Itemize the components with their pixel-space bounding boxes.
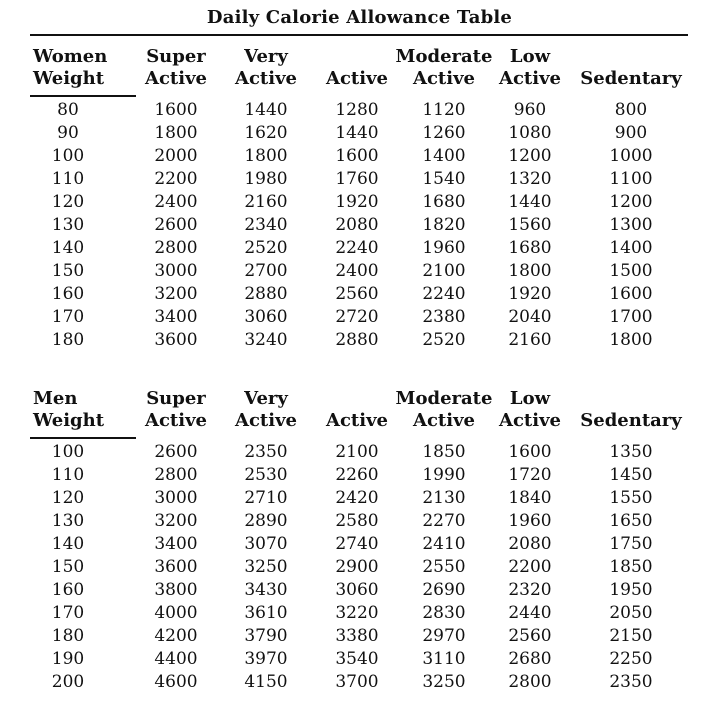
women-cell-active: 1280 bbox=[335, 100, 379, 120]
men-header-very-active-line1: Very bbox=[244, 388, 288, 409]
women-cell-very-active: 1800 bbox=[244, 146, 288, 166]
women-cell-super-active: 1600 bbox=[154, 100, 198, 120]
women-header-sedentary-line2: Sedentary bbox=[580, 68, 682, 89]
men-cell-weight: 150 bbox=[51, 557, 85, 577]
men-cell-moderate-active: 2970 bbox=[422, 626, 466, 646]
men-cell-active: 2580 bbox=[335, 511, 379, 531]
women-cell-active: 2560 bbox=[335, 284, 379, 304]
men-cell-weight: 180 bbox=[51, 626, 85, 646]
women-cell-sedentary: 1800 bbox=[609, 330, 653, 350]
men-cell-low-active: 1960 bbox=[508, 511, 552, 531]
women-cell-super-active: 3000 bbox=[154, 261, 198, 281]
women-cell-weight: 90 bbox=[57, 123, 79, 143]
women-cell-moderate-active: 1680 bbox=[422, 192, 466, 212]
men-header-active-line2: Active bbox=[326, 410, 388, 431]
men-cell-moderate-active: 1990 bbox=[422, 465, 466, 485]
women-cell-low-active: 2160 bbox=[508, 330, 552, 350]
women-cell-super-active: 3600 bbox=[154, 330, 198, 350]
table-title: Daily Calorie Allowance Table bbox=[206, 7, 513, 28]
women-cell-low-active: 1200 bbox=[508, 146, 552, 166]
men-cell-moderate-active: 3250 bbox=[422, 672, 466, 692]
men-cell-active: 2100 bbox=[335, 442, 379, 462]
men-cell-weight: 170 bbox=[51, 603, 85, 623]
women-cell-weight: 80 bbox=[57, 100, 79, 120]
women-cell-weight: 150 bbox=[51, 261, 85, 281]
women-cell-moderate-active: 2520 bbox=[422, 330, 466, 350]
women-cell-very-active: 2340 bbox=[244, 215, 288, 235]
women-cell-sedentary: 1500 bbox=[609, 261, 653, 281]
men-cell-active: 2260 bbox=[335, 465, 379, 485]
men-cell-active: 3700 bbox=[335, 672, 379, 692]
women-cell-super-active: 2600 bbox=[154, 215, 198, 235]
table-row bbox=[0, 464, 719, 487]
women-cell-very-active: 2160 bbox=[244, 192, 288, 212]
men-cell-super-active: 3200 bbox=[154, 511, 198, 531]
women-cell-moderate-active: 1400 bbox=[422, 146, 466, 166]
men-cell-moderate-active: 1850 bbox=[422, 442, 466, 462]
men-cell-active: 3060 bbox=[335, 580, 379, 600]
men-cell-very-active: 3610 bbox=[244, 603, 288, 623]
men-cell-weight: 160 bbox=[51, 580, 85, 600]
men-cell-sedentary: 1350 bbox=[609, 442, 653, 462]
women-cell-low-active: 1320 bbox=[508, 169, 552, 189]
women-cell-moderate-active: 1540 bbox=[422, 169, 466, 189]
women-cell-low-active: 1080 bbox=[508, 123, 552, 143]
women-cell-sedentary: 1300 bbox=[609, 215, 653, 235]
women-cell-weight: 110 bbox=[51, 169, 85, 189]
men-cell-active: 2420 bbox=[335, 488, 379, 508]
men-cell-sedentary: 2050 bbox=[609, 603, 653, 623]
men-cell-low-active: 1720 bbox=[508, 465, 552, 485]
women-cell-sedentary: 1400 bbox=[609, 238, 653, 258]
table-row bbox=[0, 191, 719, 214]
men-cell-sedentary: 2350 bbox=[609, 672, 653, 692]
table-row bbox=[0, 510, 719, 533]
men-cell-super-active: 4400 bbox=[154, 649, 198, 669]
men-cell-sedentary: 1850 bbox=[609, 557, 653, 577]
table-row bbox=[0, 579, 719, 602]
women-cell-sedentary: 900 bbox=[614, 123, 648, 143]
women-cell-super-active: 2000 bbox=[154, 146, 198, 166]
women-cell-low-active: 1800 bbox=[508, 261, 552, 281]
men-header-low-active-line1: Low bbox=[509, 388, 551, 409]
women-header-very-active-line2: Active bbox=[235, 68, 297, 89]
men-cell-very-active: 3970 bbox=[244, 649, 288, 669]
men-cell-moderate-active: 2690 bbox=[422, 580, 466, 600]
men-cell-very-active: 3250 bbox=[244, 557, 288, 577]
men-cell-low-active: 1600 bbox=[508, 442, 552, 462]
women-header-weight-line2: Weight bbox=[33, 68, 105, 89]
men-cell-active: 2740 bbox=[335, 534, 379, 554]
men-cell-sedentary: 2250 bbox=[609, 649, 653, 669]
table-row bbox=[0, 283, 719, 306]
men-cell-very-active: 3790 bbox=[244, 626, 288, 646]
women-cell-very-active: 3240 bbox=[244, 330, 288, 350]
women-cell-sedentary: 1000 bbox=[609, 146, 653, 166]
women-cell-sedentary: 1700 bbox=[609, 307, 653, 327]
women-header-moderate-active-line2: Active bbox=[413, 68, 475, 89]
men-cell-very-active: 2530 bbox=[244, 465, 288, 485]
men-cell-active: 3220 bbox=[335, 603, 379, 623]
table-row bbox=[0, 329, 719, 352]
men-cell-moderate-active: 2130 bbox=[422, 488, 466, 508]
men-cell-very-active: 2890 bbox=[244, 511, 288, 531]
women-cell-low-active: 1920 bbox=[508, 284, 552, 304]
women-header-weight-line1: Women bbox=[33, 46, 108, 67]
table-row bbox=[0, 487, 719, 510]
men-cell-sedentary: 1950 bbox=[609, 580, 653, 600]
women-cell-weight: 180 bbox=[51, 330, 85, 350]
women-cell-very-active: 2880 bbox=[244, 284, 288, 304]
men-cell-low-active: 2440 bbox=[508, 603, 552, 623]
women-cell-active: 1440 bbox=[335, 123, 379, 143]
women-cell-moderate-active: 1960 bbox=[422, 238, 466, 258]
women-cell-active: 1600 bbox=[335, 146, 379, 166]
women-cell-moderate-active: 1260 bbox=[422, 123, 466, 143]
men-cell-super-active: 3000 bbox=[154, 488, 198, 508]
men-cell-super-active: 4200 bbox=[154, 626, 198, 646]
women-header-super-active-line1: Super bbox=[146, 46, 206, 67]
men-header-super-active-line2: Active bbox=[145, 410, 207, 431]
table-row bbox=[0, 145, 719, 168]
women-cell-very-active: 1440 bbox=[244, 100, 288, 120]
men-cell-very-active: 2710 bbox=[244, 488, 288, 508]
men-cell-weight: 190 bbox=[51, 649, 85, 669]
men-cell-very-active: 3430 bbox=[244, 580, 288, 600]
men-cell-super-active: 3800 bbox=[154, 580, 198, 600]
table-row bbox=[0, 441, 719, 464]
men-weight-rule bbox=[30, 437, 136, 439]
men-cell-low-active: 2200 bbox=[508, 557, 552, 577]
women-cell-weight: 130 bbox=[51, 215, 85, 235]
men-cell-sedentary: 2150 bbox=[609, 626, 653, 646]
men-header-moderate-active-line2: Active bbox=[413, 410, 475, 431]
women-cell-moderate-active: 2380 bbox=[422, 307, 466, 327]
women-cell-active: 2720 bbox=[335, 307, 379, 327]
women-cell-active: 2880 bbox=[335, 330, 379, 350]
men-cell-weight: 200 bbox=[51, 672, 85, 692]
women-cell-moderate-active: 1820 bbox=[422, 215, 466, 235]
men-header-weight-line1: Men bbox=[33, 388, 78, 409]
men-cell-super-active: 3400 bbox=[154, 534, 198, 554]
men-cell-moderate-active: 2410 bbox=[422, 534, 466, 554]
men-cell-weight: 130 bbox=[51, 511, 85, 531]
women-cell-low-active: 2040 bbox=[508, 307, 552, 327]
women-header-low-active-line2: Active bbox=[499, 68, 561, 89]
table-row bbox=[0, 214, 719, 237]
women-cell-active: 2240 bbox=[335, 238, 379, 258]
men-header-low-active-line2: Active bbox=[499, 410, 561, 431]
men-cell-sedentary: 1450 bbox=[609, 465, 653, 485]
men-cell-moderate-active: 2550 bbox=[422, 557, 466, 577]
men-header-moderate-active-line1: Moderate bbox=[395, 388, 493, 409]
table-row bbox=[0, 533, 719, 556]
men-cell-low-active: 1840 bbox=[508, 488, 552, 508]
women-header-active-line2: Active bbox=[326, 68, 388, 89]
table-row bbox=[0, 306, 719, 329]
men-cell-weight: 140 bbox=[51, 534, 85, 554]
men-cell-super-active: 3600 bbox=[154, 557, 198, 577]
women-cell-low-active: 1440 bbox=[508, 192, 552, 212]
men-header-weight-line2: Weight bbox=[33, 410, 105, 431]
women-cell-very-active: 2700 bbox=[244, 261, 288, 281]
women-cell-sedentary: 1600 bbox=[609, 284, 653, 304]
table-row bbox=[0, 671, 719, 694]
men-cell-weight: 120 bbox=[51, 488, 85, 508]
women-cell-super-active: 2200 bbox=[154, 169, 198, 189]
men-cell-super-active: 4000 bbox=[154, 603, 198, 623]
men-cell-sedentary: 1550 bbox=[609, 488, 653, 508]
men-cell-very-active: 3070 bbox=[244, 534, 288, 554]
women-cell-active: 1920 bbox=[335, 192, 379, 212]
table-row bbox=[0, 122, 719, 145]
men-cell-low-active: 2080 bbox=[508, 534, 552, 554]
women-header-very-active-line1: Very bbox=[244, 46, 288, 67]
women-cell-low-active: 960 bbox=[513, 100, 547, 120]
table-row bbox=[0, 237, 719, 260]
women-cell-moderate-active: 2240 bbox=[422, 284, 466, 304]
title-rule bbox=[30, 34, 688, 36]
men-cell-active: 3380 bbox=[335, 626, 379, 646]
women-cell-very-active: 3060 bbox=[244, 307, 288, 327]
women-cell-active: 2080 bbox=[335, 215, 379, 235]
women-cell-super-active: 3200 bbox=[154, 284, 198, 304]
men-cell-active: 3540 bbox=[335, 649, 379, 669]
table-row bbox=[0, 556, 719, 579]
men-cell-very-active: 2350 bbox=[244, 442, 288, 462]
women-cell-very-active: 1980 bbox=[244, 169, 288, 189]
women-cell-active: 1760 bbox=[335, 169, 379, 189]
women-cell-sedentary: 1100 bbox=[609, 169, 653, 189]
women-cell-super-active: 2800 bbox=[154, 238, 198, 258]
women-cell-moderate-active: 2100 bbox=[422, 261, 466, 281]
men-cell-moderate-active: 3110 bbox=[422, 649, 466, 669]
men-cell-moderate-active: 2270 bbox=[422, 511, 466, 531]
women-cell-weight: 170 bbox=[51, 307, 85, 327]
women-header-super-active-line2: Active bbox=[145, 68, 207, 89]
women-cell-weight: 120 bbox=[51, 192, 85, 212]
table-row bbox=[0, 625, 719, 648]
women-cell-sedentary: 800 bbox=[614, 100, 648, 120]
women-cell-super-active: 1800 bbox=[154, 123, 198, 143]
men-cell-active: 2900 bbox=[335, 557, 379, 577]
men-cell-very-active: 4150 bbox=[244, 672, 288, 692]
men-cell-moderate-active: 2830 bbox=[422, 603, 466, 623]
men-cell-super-active: 2600 bbox=[154, 442, 198, 462]
women-cell-very-active: 1620 bbox=[244, 123, 288, 143]
women-cell-sedentary: 1200 bbox=[609, 192, 653, 212]
men-cell-weight: 110 bbox=[51, 465, 85, 485]
men-cell-super-active: 4600 bbox=[154, 672, 198, 692]
table-row bbox=[0, 260, 719, 283]
women-cell-weight: 140 bbox=[51, 238, 85, 258]
men-cell-sedentary: 1750 bbox=[609, 534, 653, 554]
men-cell-low-active: 2560 bbox=[508, 626, 552, 646]
men-header-very-active-line2: Active bbox=[235, 410, 297, 431]
women-cell-low-active: 1560 bbox=[508, 215, 552, 235]
women-weight-rule bbox=[30, 95, 136, 97]
men-cell-low-active: 2680 bbox=[508, 649, 552, 669]
men-header-sedentary-line2: Sedentary bbox=[580, 410, 682, 431]
women-cell-super-active: 3400 bbox=[154, 307, 198, 327]
men-cell-low-active: 2320 bbox=[508, 580, 552, 600]
women-cell-very-active: 2520 bbox=[244, 238, 288, 258]
women-cell-weight: 160 bbox=[51, 284, 85, 304]
men-cell-low-active: 2800 bbox=[508, 672, 552, 692]
men-cell-sedentary: 1650 bbox=[609, 511, 653, 531]
women-header-low-active-line1: Low bbox=[509, 46, 551, 67]
table-row bbox=[0, 168, 719, 191]
table-row bbox=[0, 648, 719, 671]
women-cell-active: 2400 bbox=[335, 261, 379, 281]
men-cell-weight: 100 bbox=[51, 442, 85, 462]
women-cell-moderate-active: 1120 bbox=[422, 100, 466, 120]
women-header-moderate-active-line1: Moderate bbox=[395, 46, 493, 67]
women-cell-super-active: 2400 bbox=[154, 192, 198, 212]
men-cell-super-active: 2800 bbox=[154, 465, 198, 485]
women-cell-low-active: 1680 bbox=[508, 238, 552, 258]
women-cell-weight: 100 bbox=[51, 146, 85, 166]
men-header-super-active-line1: Super bbox=[146, 388, 206, 409]
table-row bbox=[0, 99, 719, 122]
table-row bbox=[0, 602, 719, 625]
